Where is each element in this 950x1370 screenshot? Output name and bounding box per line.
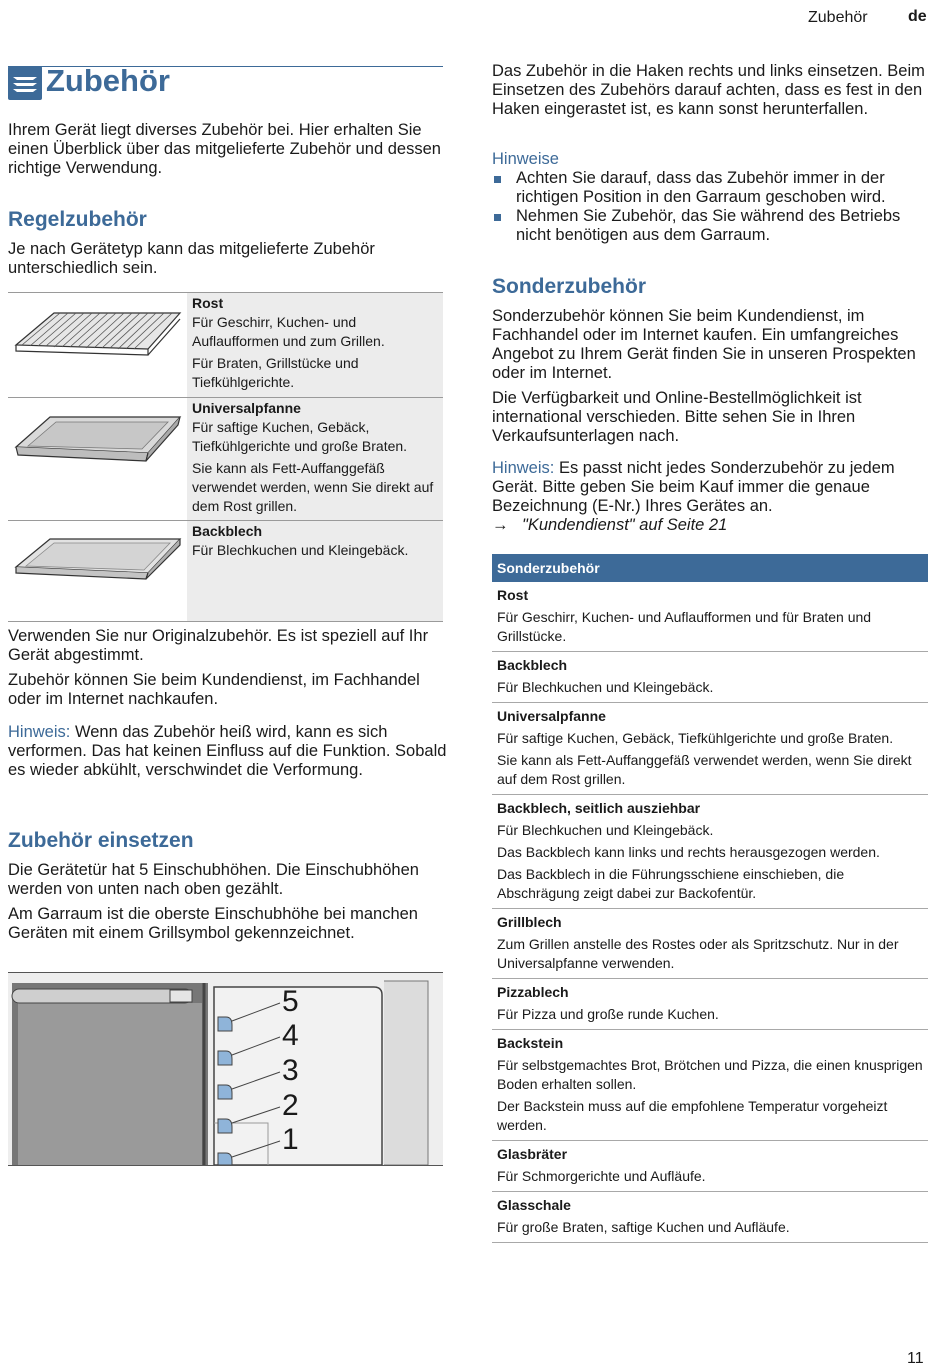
- row-line: Der Backstein muss auf die empfohlene Temperatur vorgeheizt werden.: [497, 1098, 888, 1133]
- hint-compatibility: [492, 459, 932, 516]
- accessory-backblech: [192, 522, 442, 563]
- table-row: [492, 1192, 928, 1243]
- table-row: [492, 1141, 928, 1192]
- accessory-line: Für saftige Kuchen, Gebäck, Tiefkühlgerichte und große Braten.: [192, 419, 408, 454]
- page-number: 11: [907, 1350, 924, 1367]
- page-reference[interactable]: [492, 516, 727, 535]
- hint-item: Nehmen Sie Zubehör, das Sie während des Betriebs nicht benötigen aus dem Garraum.: [492, 207, 932, 245]
- row-line: Für Blechkuchen und Kleingebäck.: [497, 822, 714, 838]
- row-title: Glasbräter: [497, 1146, 568, 1162]
- row-line: Für große Braten, saftige Kuchen und Aufläufe.: [497, 1219, 790, 1235]
- intro-text: Ihrem Gerät liegt diverses Zubehör bei. Hier erhalten Sie einen Überblick über das mitgelieferte Zubehör und dessen richtige Verwendung.: [8, 121, 441, 177]
- table-header: Sonderzubehör: [492, 554, 928, 582]
- universal-pan-image: [12, 411, 184, 473]
- sonderzubehoer-text: Sonderzubehör können Sie beim Kundendienst, im Fachhandel oder im Internet kaufen. Ein umfangreiches Angebot zu Ihrem Gerät finden Sie in unseren Prospekten oder im Internet.: [492, 307, 916, 382]
- hint-hot-accessory: [8, 723, 448, 780]
- table-row: [492, 909, 928, 979]
- header-section: Zubehör: [808, 9, 868, 26]
- row-line: Zum Grillen anstelle des Rostes oder als Spritzschutz. Nur in der Universalpfanne verwenden.: [497, 936, 899, 971]
- accessory-tray-icon: [8, 66, 42, 100]
- table-row: [492, 652, 928, 703]
- row-title: Pizzablech: [497, 984, 569, 1000]
- level-label-5: 5: [282, 985, 299, 1018]
- row-line: Für selbstgemachtes Brot, Brötchen und Pizza, die einen knusprigen Boden erhalten sollen.: [497, 1057, 923, 1092]
- page-title: Zubehör: [46, 63, 170, 98]
- accessory-line: Für Braten, Grillstücke und Tiefkühlgerichte.: [192, 355, 359, 390]
- insert-hooks-text: Das Zubehör in die Haken rechts und links einsetzen. Beim Einsetzen des Zubehörs darauf achten, dass es fest in den Haken eingerastet ist, es kann sonst herunterfallen.: [492, 62, 925, 118]
- header-language: de: [908, 8, 927, 25]
- regelzubehoer-text: Je nach Gerätetyp kann das mitgelieferte Zubehör unterschiedlich sein.: [8, 240, 375, 277]
- hint-text: Es passt nicht jedes Sonderzubehör zu jedem Gerät. Bitte geben Sie beim Kauf immer die genaue Bezeichnung (E-Nr.) Ihres Gerätes an.: [492, 459, 895, 515]
- table-row: [492, 1030, 928, 1141]
- sonderzubehoer-heading: Sonderzubehör: [492, 275, 647, 298]
- row-line: Das Backblech in die Führungsschiene einschieben, die Abschrägung zeigt dabei zur Backofentür.: [497, 866, 845, 901]
- oven-shelf-levels-figure: [8, 972, 443, 1166]
- accessory-images-column: [8, 293, 187, 621]
- row-title: Grillblech: [497, 914, 562, 930]
- level-label-1: 1: [282, 1123, 299, 1156]
- level-label-2: 2: [282, 1089, 299, 1122]
- accessory-table: [8, 292, 443, 622]
- levels-text: Die Gerätetür hat 5 Einschubhöhen. Die Einschubhöhen werden von unten nach oben gezählt.: [8, 861, 419, 898]
- row-title: Glasschale: [497, 1197, 571, 1213]
- table-row: [492, 979, 928, 1030]
- original-accessories-text: Verwenden Sie nur Originalzubehör. Es ist speziell auf Ihr Gerät abgestimmt.: [8, 627, 429, 664]
- row-divider: [8, 520, 443, 521]
- row-line: Für saftige Kuchen, Gebäck, Tiefkühlgerichte und große Braten.: [497, 730, 894, 746]
- level-label-4: 4: [282, 1019, 299, 1052]
- hint-label: Hinweis:: [492, 459, 555, 477]
- row-divider: [8, 397, 443, 398]
- hint-item: Achten Sie darauf, dass das Zubehör immer in der richtigen Position in den Garraum geschoben wird.: [492, 169, 932, 207]
- row-line: Für Schmorgerichte und Aufläufe.: [497, 1168, 706, 1184]
- row-title: Rost: [497, 587, 529, 603]
- availability-text: Die Verfügbarkeit und Online-Bestellmöglichkeit ist international verschieden. Bitte sehen Sie in Ihren Verkaufsunterlagen nach.: [492, 389, 862, 445]
- accessory-rost: [192, 294, 442, 395]
- row-line: Für Pizza und große runde Kuchen.: [497, 1006, 719, 1022]
- special-accessories-table: [492, 554, 928, 1243]
- rack-image: [12, 305, 184, 367]
- accessory-line: Für Blechkuchen und Kleingebäck.: [192, 542, 409, 558]
- row-title: Universalpfanne: [497, 708, 606, 724]
- row-line: Sie kann als Fett-Auffanggefäß verwendet werden, wenn Sie direkt auf dem Rost grillen.: [497, 752, 912, 787]
- row-line: Für Blechkuchen und Kleingebäck.: [497, 679, 714, 695]
- hints-list: [492, 169, 932, 245]
- accessory-title: Rost: [192, 295, 224, 311]
- table-row: [492, 703, 928, 795]
- row-title: Backblech: [497, 657, 568, 673]
- hint-label: Hinweis:: [8, 723, 71, 741]
- table-row: [492, 582, 928, 652]
- reorder-text: Zubehör können Sie beim Kundendienst, im Fachhandel oder im Internet nachkaufen.: [8, 671, 420, 708]
- row-line: Das Backblech kann links und rechts herausgezogen werden.: [497, 844, 880, 860]
- accessory-universalpfanne: [192, 399, 442, 519]
- regelzubehoer-heading: Regelzubehör: [8, 208, 147, 231]
- arrow-right-icon: →: [492, 516, 509, 534]
- accessory-title: Backblech: [192, 523, 263, 539]
- row-title: Backstein: [497, 1035, 564, 1051]
- accessory-line: Sie kann als Fett-Auffanggefäß verwendet werden, wenn Sie direkt auf dem Rost grillen.: [192, 460, 434, 514]
- hint-text: Wenn das Zubehör heiß wird, kann es sich verformen. Das hat keinen Einfluss auf die Funktion. Sobald es wieder abkühlt, verschwindet die Verformung.: [8, 723, 447, 779]
- row-title: Backblech, seitlich ausziehbar: [497, 800, 701, 816]
- zubehoer-einsetzen-heading: Zubehör einsetzen: [8, 829, 194, 852]
- baking-tray-image: [12, 533, 184, 595]
- hints-heading: Hinweise: [492, 150, 559, 168]
- accessory-line: Für Geschirr, Kuchen- und Auflaufformen und zum Grillen.: [192, 314, 385, 349]
- row-line: Für Geschirr, Kuchen- und Auflaufformen und für Braten und Grillstücke.: [497, 609, 872, 644]
- level-label-3: 3: [282, 1054, 299, 1087]
- grill-level-text: Am Garraum ist die oberste Einschubhöhe bei manchen Geräten mit einem Grillsymbol gekennzeichnet.: [8, 905, 418, 942]
- accessory-title: Universalpfanne: [192, 400, 301, 416]
- reference-link[interactable]: "Kundendienst" auf Seite 21: [522, 516, 728, 534]
- table-row: [492, 795, 928, 909]
